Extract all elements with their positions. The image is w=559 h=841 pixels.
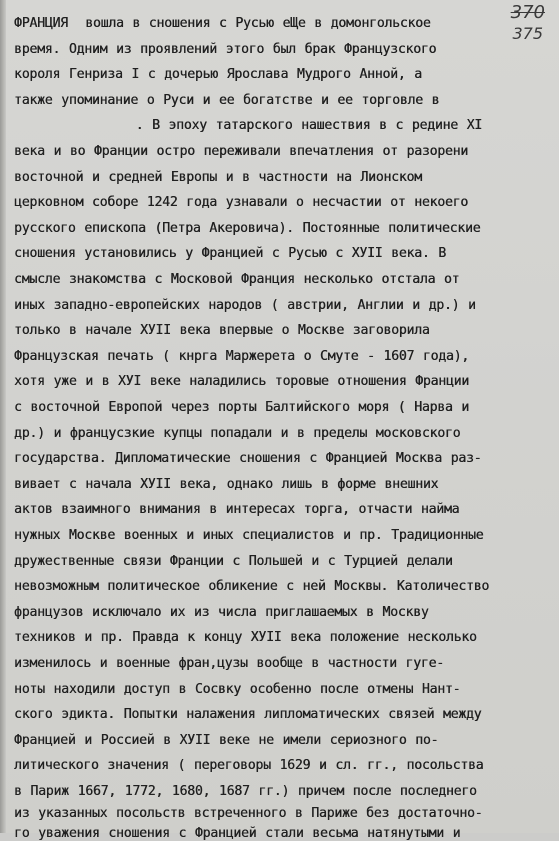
text-line: го уважения сношения с Францией стали весьма натянутыми и <box>14 826 461 841</box>
struck-folio-number: 370 <box>510 2 545 23</box>
text-line: дружественные связи Франции с Польшей и с Турцией делали <box>14 554 453 569</box>
text-line: в Париж 1667, 1772, 1680, 1687 гг.) причем после последнего <box>14 784 477 799</box>
text-line: только в начале ХУII века впервые о Москве заговорила <box>14 323 430 338</box>
text-line: с восточной Европой через порты Балтийского моря ( Нарва и <box>14 400 469 415</box>
text-line: литического значения ( переговоры 1629 и сл. гг., посольства <box>14 758 484 773</box>
text-line: актов взаимного внимания в интересах торга, отчасти найма <box>14 502 460 517</box>
text-line: др.) и францусзкие купцы попадали и в пределы московского <box>14 426 461 441</box>
text-line: время. Одним из проявлений этого был брак Французского <box>14 42 437 57</box>
text-line: . В эпоху татарского нашествия в с редине XI <box>14 118 482 133</box>
text-line: Францией и Россией в ХУII веке не имели сериозного по- <box>14 733 439 748</box>
folio-number <box>511 4 545 42</box>
text-line: также упоминание о Руси и ее богатстве и ее торговле в <box>14 93 440 108</box>
text-line: нужных Москве военных и иных специалистов и пр. Традиционные <box>14 528 484 543</box>
text-line: ФРАНЦИЯ вошла в сношения с Русью еЩе в домонгольское <box>14 16 431 31</box>
text-line: короля Генриза I с дочерью Ярослава Мудрого Анной, а <box>14 67 422 82</box>
text-line: техников и пр. Правда к концу ХУII века положение несколько <box>14 630 477 645</box>
text-line: Французская печать ( кнрга Маржерета о Смуте - 1607 года), <box>14 349 469 364</box>
text-line: русского епископа (Петра Акеровича). Постоянные политические <box>14 221 481 236</box>
text-line: вивает с начала ХУII века, однако лишь в форме внешних <box>14 477 439 492</box>
text-line: церковном соборе 1242 года узнавали о несчастии от некоего <box>14 195 468 210</box>
text-line: хотя уже и в ХУI веке наладились торовые отношения Франции <box>14 374 469 389</box>
text-line: французов исключало их из числа приглашаемых в Москву <box>14 605 429 620</box>
text-line: ского эдикта. Попытки налажения липломатических связей между <box>14 707 482 722</box>
text-line: из указанных посольств встреченного в Париже без достаточно- <box>14 806 483 821</box>
page-edge-shadow <box>0 0 6 833</box>
text-line: государства. Дипломатические сношения с Францией Москва раз- <box>14 451 482 466</box>
text-line: смысле знакомства с Московой Франция несколько отстала от <box>14 272 460 287</box>
text-line: ноты находили доступ в Сосвку особенно после отмены Нант- <box>14 682 461 697</box>
text-line: иных западно-европейских народов ( австрии, Англии и др.) и <box>14 298 476 313</box>
current-folio-number: 375 <box>512 24 543 43</box>
text-line: невозможным политическое обликение с ней Москвы. Католичество <box>14 579 490 594</box>
text-line: изменилось и военные фран,цузы вообще в частности гуге- <box>14 656 444 671</box>
text-line: восточной и средней Европы и в частности на Лионском <box>14 170 422 185</box>
text-line: сношения установились у Францией с Русью с ХУII века. В <box>14 246 446 261</box>
text-line: века и во Франции остро переживали впечатления от разорени <box>14 144 468 159</box>
